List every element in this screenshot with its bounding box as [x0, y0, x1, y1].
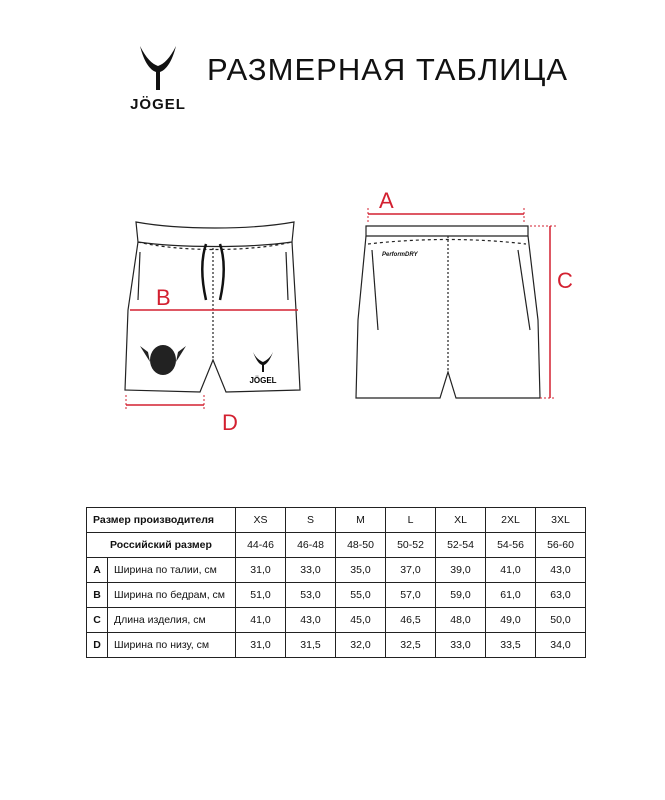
size-cell: S	[286, 508, 336, 533]
front-waistband	[136, 222, 294, 247]
value-cell: 57,0	[386, 583, 436, 608]
dim-label-a: A	[379, 188, 394, 213]
size-cell: XS	[236, 508, 286, 533]
ru-label-cell: Российский размер	[87, 533, 236, 558]
front-logo-mark	[253, 352, 273, 372]
value-cell: 37,0	[386, 558, 436, 583]
row-name: Ширина по бедрам, см	[108, 583, 236, 608]
ru-size-cell: 48-50	[336, 533, 386, 558]
brand-mark-icon	[136, 44, 180, 92]
dim-label-b: B	[156, 285, 171, 310]
ru-size-cell: 56-60	[536, 533, 586, 558]
eagle-emblem	[140, 345, 186, 375]
table-row	[87, 633, 586, 658]
table-ru-row	[87, 533, 586, 558]
value-cell: 31,0	[236, 633, 286, 658]
front-pocket-right	[286, 252, 288, 300]
table-row	[87, 558, 586, 583]
value-cell: 61,0	[486, 583, 536, 608]
value-cell: 32,5	[386, 633, 436, 658]
value-cell: 45,0	[336, 608, 386, 633]
value-cell: 33,0	[436, 633, 486, 658]
table-row	[87, 608, 586, 633]
value-cell: 51,0	[236, 583, 286, 608]
size-cell: L	[386, 508, 436, 533]
brand-name: JÖGEL	[130, 96, 186, 113]
ru-size-cell: 54-56	[486, 533, 536, 558]
row-name: Длина изделия, см	[108, 608, 236, 633]
value-cell: 55,0	[336, 583, 386, 608]
value-cell: 53,0	[286, 583, 336, 608]
value-cell: 50,0	[536, 608, 586, 633]
size-cell: XL	[436, 508, 486, 533]
row-code: C	[87, 608, 108, 633]
ru-size-cell: 50-52	[386, 533, 436, 558]
front-logo-text: JÖGEL	[249, 376, 277, 385]
value-cell: 33,5	[486, 633, 536, 658]
value-cell: 31,0	[236, 558, 286, 583]
size-cell: M	[336, 508, 386, 533]
dim-label-c: C	[557, 268, 573, 293]
value-cell: 32,0	[336, 633, 386, 658]
dim-label-d: D	[222, 410, 238, 435]
brand-logo	[118, 44, 198, 116]
value-cell: 63,0	[536, 583, 586, 608]
row-name: Ширина по талии, см	[108, 558, 236, 583]
value-cell: 35,0	[336, 558, 386, 583]
value-cell: 48,0	[436, 608, 486, 633]
value-cell: 34,0	[536, 633, 586, 658]
row-name: Ширина по низу, см	[108, 633, 236, 658]
row-code: D	[87, 633, 108, 658]
size-cell: 2XL	[486, 508, 536, 533]
row-code: A	[87, 558, 108, 583]
value-cell: 33,0	[286, 558, 336, 583]
value-cell: 43,0	[286, 608, 336, 633]
back-print-text: PerformDRY	[382, 252, 418, 258]
table-header-row	[87, 508, 586, 533]
back-waistband	[366, 226, 528, 236]
page-title: РАЗМЕРНАЯ ТАБЛИЦА	[207, 52, 569, 87]
header-label-cell: Размер производителя	[87, 508, 236, 533]
value-cell: 49,0	[486, 608, 536, 633]
size-table	[86, 507, 586, 658]
table-row	[87, 583, 586, 608]
value-cell: 41,0	[236, 608, 286, 633]
row-code: B	[87, 583, 108, 608]
value-cell: 41,0	[486, 558, 536, 583]
value-cell: 46,5	[386, 608, 436, 633]
value-cell: 59,0	[436, 583, 486, 608]
value-cell: 43,0	[536, 558, 586, 583]
ru-size-cell: 44-46	[236, 533, 286, 558]
value-cell: 31,5	[286, 633, 336, 658]
shorts-drawing	[0, 180, 665, 440]
front-view	[125, 222, 300, 392]
size-cell: 3XL	[536, 508, 586, 533]
ru-size-cell: 52-54	[436, 533, 486, 558]
front-pocket-left	[138, 252, 140, 300]
value-cell: 39,0	[436, 558, 486, 583]
ru-size-cell: 46-48	[286, 533, 336, 558]
